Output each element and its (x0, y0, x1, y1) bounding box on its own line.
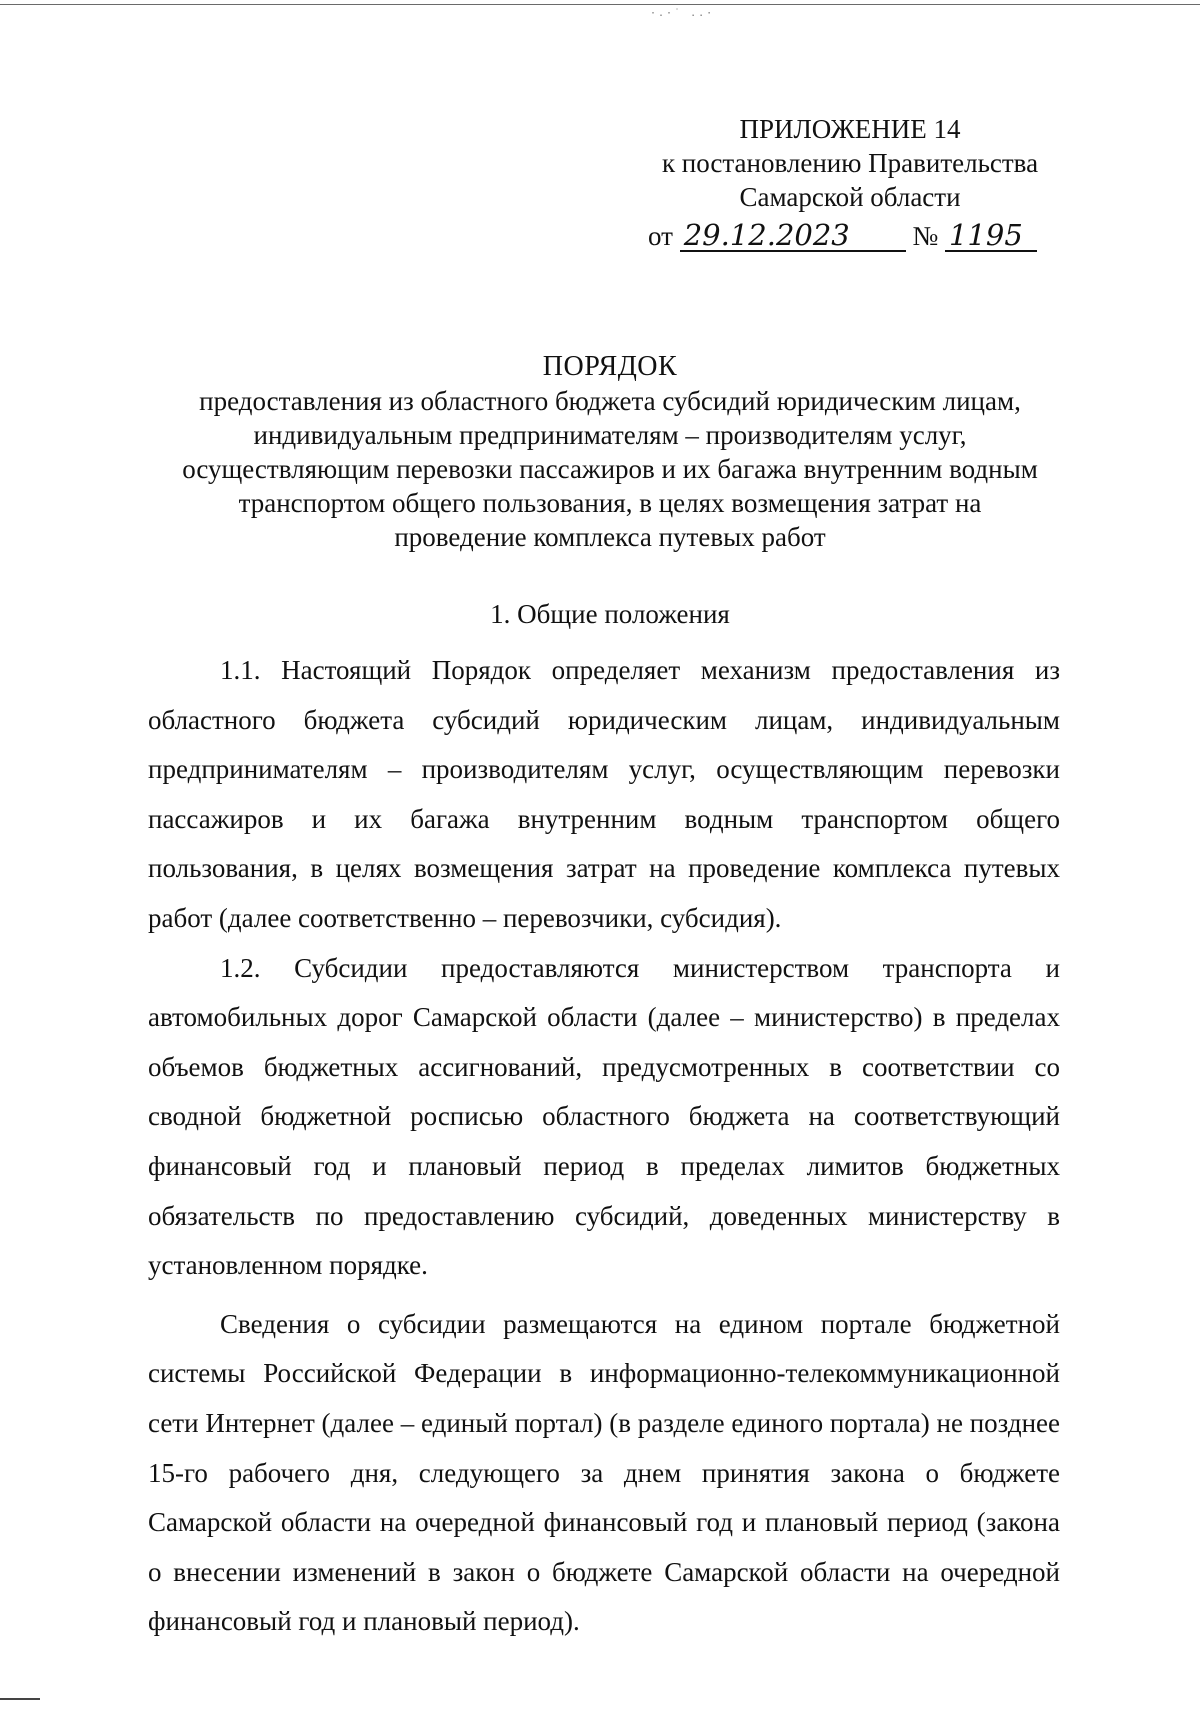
section-heading: 1. Общие положения (490, 599, 730, 629)
subtitle-line: предоставления из областного бюджета субсидий юридическим лицам, (199, 386, 1021, 416)
document-title-block (120, 350, 1100, 554)
attachment-line-2: к постановлению Правительства (661, 148, 1039, 178)
document-title: ПОРЯДОК (542, 351, 678, 382)
attachment-line-3: Самарской области (739, 182, 961, 212)
attachment-title: ПРИЛОЖЕНИЕ 14 (739, 114, 961, 144)
handwritten-number: 1195 (945, 220, 1037, 252)
number-prefix: № (912, 221, 939, 251)
paragraph-portal-info: Сведения о субсидии размещаются на едином портале бюджетной системы Российской Федерации в информационно-телекоммуникационной сети Интернет (далее – единый портал) (в разделе единого портала) не позднее 15-го рабочего дня, следующего за днем принятия закона о бюджете Самарской области на очередной финансовый год и плановый период (закона о внесении изменений в закон о бюджете Самарской области на очередной финансовый год и плановый период). (148, 1308, 1060, 1637)
paragraph-1-1: 1.1. Настоящий Порядок определяет механизм предоставления из областного бюджета субсидий юридическим лицам, индивидуальным предпринимателям – производителям услуг, осуществляющим перевозки пассажиров и их багажа внутренним водным транспортом общего пользования, в целях возмещения затрат на проведение комплекса путевых работ (далее соответственно – перевозчики, субсидия). (148, 655, 1060, 933)
subtitle-line: проведение комплекса путевых работ (394, 522, 826, 552)
subtitle-line: индивидуальным предпринимателям – производителям услуг, (253, 420, 967, 450)
scan-border-line (0, 4, 1200, 5)
handwritten-date: 29.12.2023 (680, 220, 906, 252)
attachment-header (640, 112, 1060, 214)
scan-edge-mark (0, 1698, 40, 1700)
section-body (148, 646, 1060, 1647)
date-prefix: от (648, 221, 673, 251)
subtitle-line: осуществляющим перевозки пассажиров и их багажа внутренним водным (182, 454, 1038, 484)
paragraph-1-2: 1.2. Субсидии предоставляются министерством транспорта и автомобильных дорог Самарской области (далее – министерство) в пределах объемов бюджетных ассигнований, предусмотренных в соответствии со сводной бюджетной росписью областного бюджета на соответствующий финансовый год и плановый период в пределах лимитов бюджетных обязательств по предоставлению субсидий, доведенных министерству в установленном порядке. (148, 952, 1060, 1281)
scan-noise: ·.·˙ ..· (650, 8, 715, 19)
subtitle-line: транспортом общего пользования, в целях возмещения затрат на (238, 488, 982, 518)
resolution-date-line (648, 219, 1037, 253)
